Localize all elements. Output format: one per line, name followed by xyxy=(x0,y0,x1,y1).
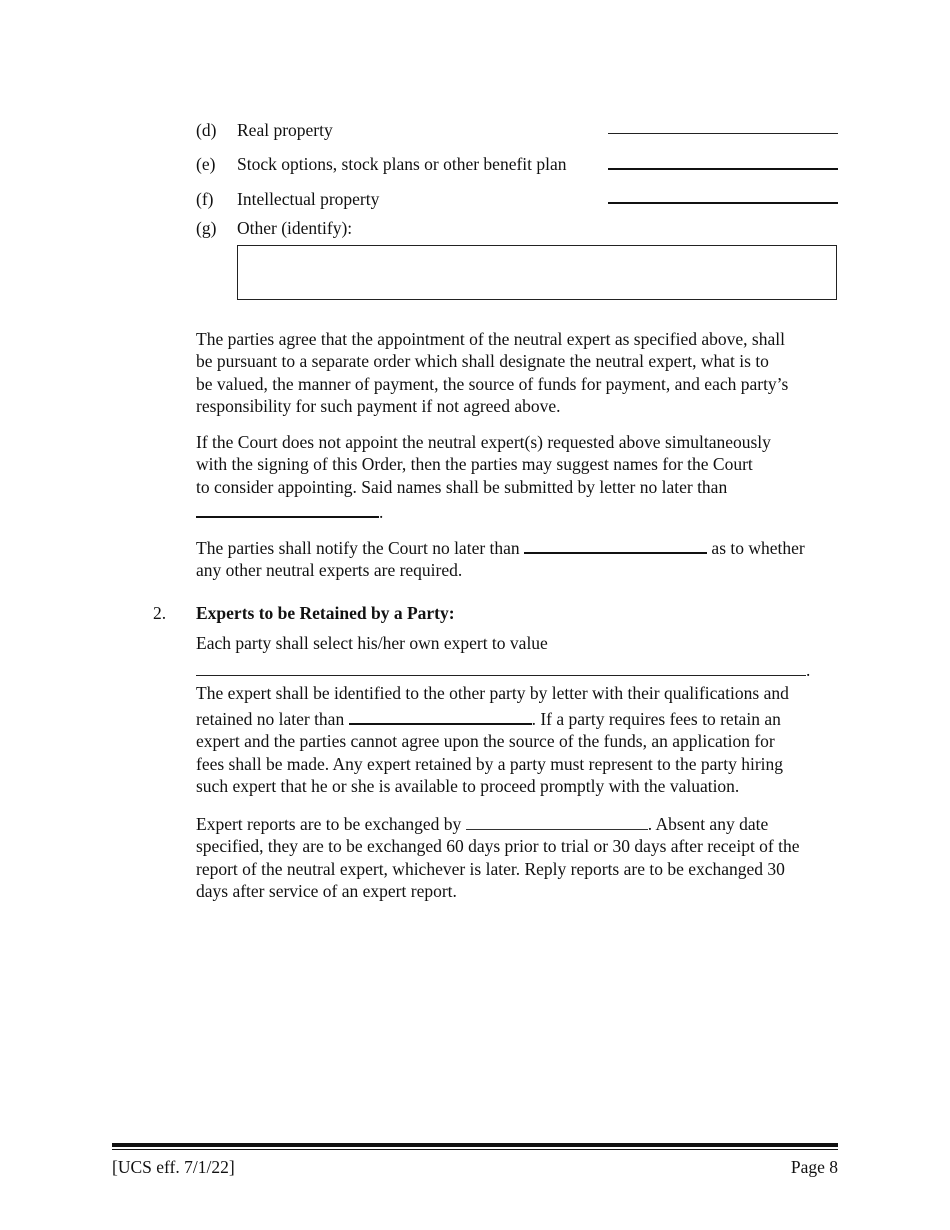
appointment-line: be valued, the manner of payment, the source of funds for payment, and each party’s xyxy=(196,373,789,394)
footer-page-number: Page 8 xyxy=(790,1157,838,1177)
notify-paragraph xyxy=(196,537,841,582)
court-names-date-blank[interactable] xyxy=(196,502,379,518)
footer-rule-thick xyxy=(112,1143,838,1147)
item-label-stock-options: Stock options, stock plans or other benefit plan xyxy=(237,154,567,174)
retained-text-end: . If a party requires fees to retain an xyxy=(531,709,781,729)
reports-paragraph xyxy=(196,813,841,902)
court-paragraph xyxy=(196,431,841,498)
court-line: with the signing of this Order, then the parties may suggest names for the Court xyxy=(196,454,753,475)
reports-text-start: Expert reports are to be exchanged by xyxy=(196,814,466,834)
retained-text-start: retained no later than xyxy=(196,709,349,729)
reports-line: days after service of an expert report. xyxy=(196,880,457,901)
notify-line-2: any other neutral experts are required. xyxy=(196,560,463,581)
item-letter-d: (d) xyxy=(196,120,217,140)
fees-line: fees shall be made. Any expert retained by a party must represent to the party hiring xyxy=(196,753,784,774)
select-expert-text: Each party shall select his/her own expert to value xyxy=(196,633,548,653)
item-label-other: Other (identify): xyxy=(237,218,353,238)
court-end-period: . xyxy=(379,502,384,522)
select-end-period: . xyxy=(806,660,811,680)
reports-text-end: . Absent any date xyxy=(647,814,769,834)
appointment-line: The parties agree that the appointment of the neutral expert as specified above, shall xyxy=(196,329,785,349)
footer-form-id: [UCS eff. 7/1/22] xyxy=(112,1157,235,1177)
section-number: 2. xyxy=(153,603,167,623)
reports-line: specified, they are to be exchanged 60 days prior to trial or 30 days after receipt of the xyxy=(196,836,800,857)
item-label-real-property: Real property xyxy=(237,120,333,140)
item-letter-e: (e) xyxy=(196,154,216,174)
section-heading: Experts to be Retained by a Party: xyxy=(196,603,455,623)
reports-line: report of the neutral expert, whichever is later. Reply reports are to be exchanged 30 xyxy=(196,858,785,879)
other-identify-textbox[interactable] xyxy=(237,245,837,300)
identified-paragraph xyxy=(196,682,841,704)
court-line: If the Court does not appoint the neutral expert(s) requested above simultaneously xyxy=(196,432,771,452)
court-line: to consider appointing. Said names shall be submitted by letter no later than xyxy=(196,476,728,497)
notify-text-start: The parties shall notify the Court no later than xyxy=(196,538,525,558)
stock-options-blank[interactable] xyxy=(608,168,838,170)
fees-line: expert and the parties cannot agree upon the source of the funds, an application for xyxy=(196,731,775,752)
notify-date-blank[interactable] xyxy=(524,538,707,554)
appointment-line: be pursuant to a separate order which shall designate the neutral expert, what is to xyxy=(196,351,769,372)
retained-date-blank[interactable] xyxy=(349,709,532,725)
footer-rule-thin xyxy=(112,1149,838,1150)
court-names-date-row xyxy=(196,501,383,523)
appointment-line: responsibility for such payment if not agreed above. xyxy=(196,395,561,416)
appointment-paragraph xyxy=(196,328,841,417)
item-label-intellectual-property: Intellectual property xyxy=(237,189,380,209)
real-property-blank[interactable] xyxy=(608,133,838,134)
fees-line: such expert that he or she is available to proceed promptly with the valuation. xyxy=(196,775,740,796)
intellectual-property-blank[interactable] xyxy=(608,202,838,204)
notify-text-end: as to whether xyxy=(707,538,805,558)
retained-paragraph xyxy=(196,708,841,797)
identified-line-1: The expert shall be identified to the other party by letter with their qualifications and xyxy=(196,683,789,703)
reports-date-blank[interactable] xyxy=(466,815,648,830)
item-letter-f: (f) xyxy=(196,189,214,209)
item-letter-g: (g) xyxy=(196,218,217,238)
expert-value-blank[interactable] xyxy=(196,675,806,676)
